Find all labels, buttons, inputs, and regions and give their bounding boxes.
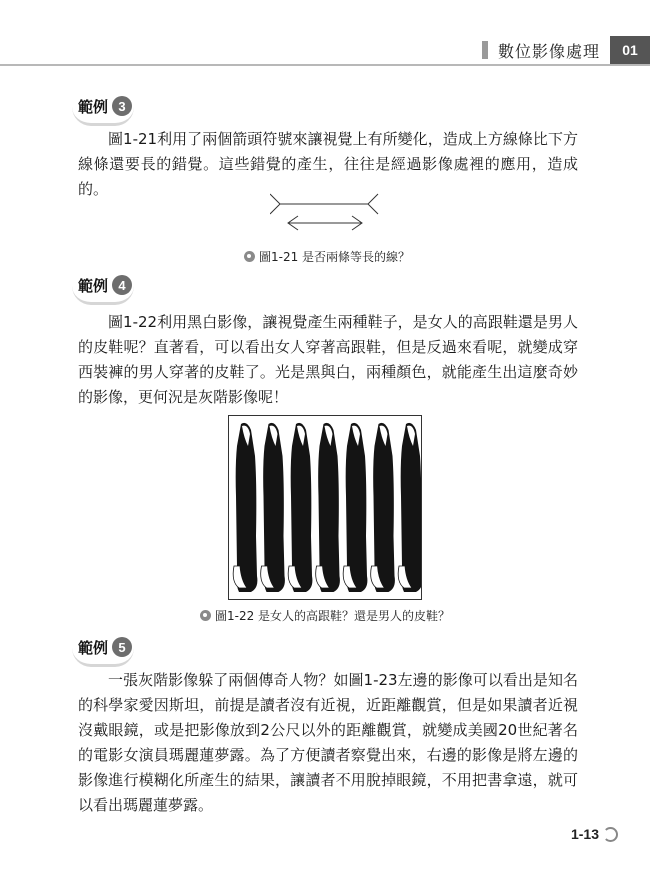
upper-tail-left [270, 194, 280, 214]
example-number-badge: 4 [112, 275, 132, 295]
caption-text: 圖1-21 是否兩條等長的線？ [259, 250, 411, 264]
leg-shape [343, 423, 367, 592]
example-heading-4 [78, 272, 132, 298]
caption-text: 圖1-22 是女人的高跟鞋？還是男人的皮鞋？ [215, 609, 451, 623]
paragraph-example-5: 一張灰階影像躲了兩個傳奇人物？如圖1-23左邊的影像可以看出是知名的科學家愛因斯坦，前提是讀者沒有近視，近距離觀賞，但是如果讀者近視沒戴眼鏡，或是把影像放到2公尺以外的距離觀賞，就變成美國20世紀著名的電影女演員瑪麗蓮夢露。為了方便讀者察覺出來，右邊的影像是將左邊的影像進行模糊化所產生的結果，讓讀者不用脫掉眼鏡，不用把書拿遠，就可以看出瑪麗蓮夢露。 [78, 671, 578, 814]
example-label: 範例 [78, 276, 109, 295]
leg-shape [316, 423, 340, 592]
book-title: 數位影像處理 [497, 41, 600, 61]
leg-shape [288, 423, 312, 592]
page-number [571, 826, 618, 842]
example-number-badge: 5 [112, 637, 132, 657]
paragraph-example-3: 圖1-21利用了兩個箭頭符號來讓視覺上有所變化，造成上方線條比下方線條還要長的錯覺。這些錯覺的產生，往往是經過影像處裡的應用，造成的。 [78, 130, 578, 198]
paragraph-example-4: 圖1-22利用黑白影像，讓視覺產生兩種鞋子，是女人的高跟鞋還是男人的皮鞋呢？直著看，可以看出女人穿著高跟鞋，但是反過來看呢，就變成穿西裝褲的男人穿著的皮鞋了。光是黑與白，兩種顏色，就能產生出這麼奇妙的影像，更何況是灰階影像呢！ [78, 313, 578, 406]
example-number-badge: 3 [112, 96, 132, 116]
example-label: 範例 [78, 97, 109, 116]
figure-1-21 [270, 192, 380, 236]
leg-shape [398, 423, 421, 592]
header-marker [482, 41, 488, 59]
page-number-text: 1-13 [570, 826, 599, 842]
caption-figure-1-21 [244, 248, 410, 265]
caption-bullet-icon [244, 251, 255, 262]
example-label: 範例 [78, 638, 109, 657]
page-swirl-icon [603, 827, 618, 842]
example-heading-3 [78, 93, 132, 119]
legs-illustration [229, 416, 421, 599]
figure-1-22 [228, 415, 422, 600]
upper-tail-right [368, 194, 378, 214]
running-header [482, 36, 650, 64]
leg-shape [261, 423, 285, 592]
header-rule [0, 64, 650, 66]
leg-shape [371, 423, 395, 592]
caption-figure-1-22 [200, 607, 450, 624]
chapter-tab: 01 [610, 36, 650, 64]
leg-shape [233, 423, 257, 592]
caption-bullet-icon [200, 610, 211, 621]
example-heading-5 [78, 634, 132, 660]
